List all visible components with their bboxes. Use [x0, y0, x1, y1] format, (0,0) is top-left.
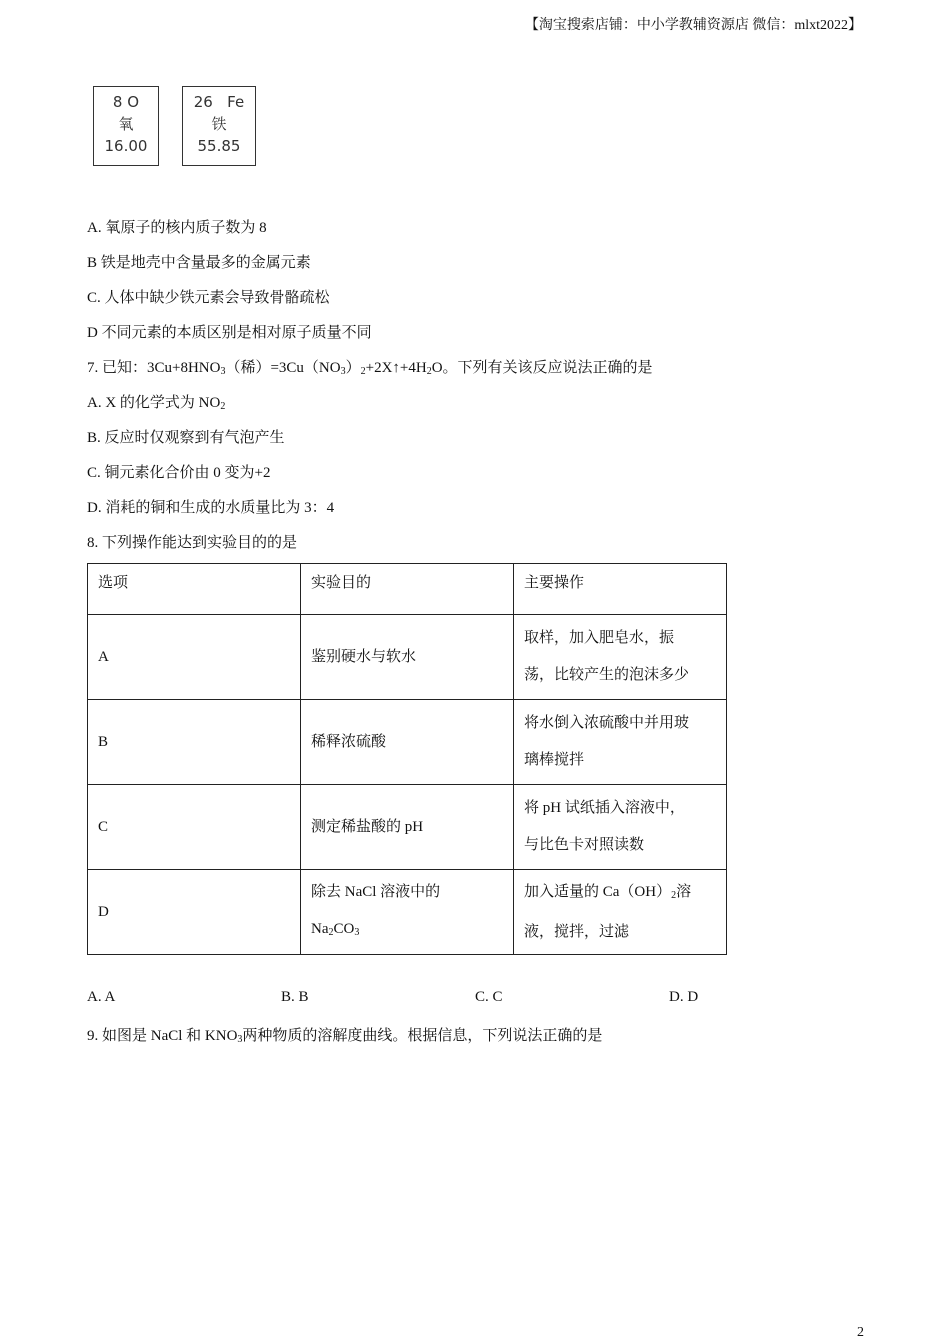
element-mass: 55.85 — [197, 137, 241, 155]
element-number-symbol — [94, 91, 158, 113]
q9-stem-part: 9. 如图是 NaCl 和 KNO — [87, 1028, 238, 1044]
cell-option: A — [88, 615, 301, 700]
q7-option-a — [87, 391, 225, 412]
q7-stem-part: O。下列有关该反应说法正确的是 — [431, 360, 653, 376]
header-purpose: 实验目的 — [301, 564, 514, 615]
element-symbol: Fe — [227, 93, 245, 111]
q7-stem-part: +2X↑+4H — [365, 360, 427, 376]
element-number: 26 — [193, 93, 213, 111]
subscript: 3 — [340, 366, 346, 377]
subscript: 2 — [671, 889, 677, 901]
operation-line: 与比色卡对照读数 — [524, 837, 645, 853]
subscript: 3 — [354, 926, 360, 938]
subscript: 2 — [220, 401, 226, 412]
q6-option-c: C. 人体中缺少铁元素会导致骨骼疏松 — [87, 290, 330, 306]
cell-operation — [514, 700, 727, 785]
header-operation: 主要操作 — [514, 564, 727, 615]
cell-option: C — [88, 785, 301, 870]
q7-option-a-text: A. X 的化学式为 NO — [87, 395, 221, 411]
q7-option-b: B. 反应时仅观察到有气泡产生 — [87, 430, 285, 446]
purpose-line: Na — [311, 920, 329, 937]
q8-answer-c: C. C — [475, 989, 503, 1005]
table-row — [88, 870, 727, 955]
q6-option-d: D 不同元素的本质区别是相对原子质量不同 — [87, 325, 372, 341]
cell-operation — [514, 615, 727, 700]
element-card-iron — [182, 86, 256, 166]
cell-operation — [514, 785, 727, 870]
q7-stem-part: ） — [345, 360, 361, 376]
element-symbol: O — [127, 93, 140, 111]
subscript: 2 — [360, 366, 366, 377]
operation-line: 将水倒入浓硫酸中并用玻 — [524, 715, 690, 731]
operation-line: 荡，比较产生的泡沫多少 — [524, 667, 690, 683]
page-number: 2 — [857, 1325, 864, 1340]
q7-stem-part: （稀）=3Cu（NO — [225, 360, 341, 376]
q6-option-a: A. 氧原子的核内质子数为 8 — [87, 220, 267, 236]
subscript: 2 — [426, 366, 432, 377]
cell-purpose: 测定稀盐酸的 pH — [301, 785, 514, 870]
table-row — [88, 615, 727, 700]
q7-stem — [87, 356, 653, 377]
q8-answer-b: B. B — [281, 989, 309, 1005]
q7-option-c: C. 铜元素化合价由 0 变为+2 — [87, 465, 271, 481]
q8-answer-a: A. A — [87, 989, 116, 1005]
subscript: 3 — [237, 1034, 243, 1045]
cell-purpose: 稀释浓硫酸 — [301, 700, 514, 785]
experiment-table — [87, 563, 727, 955]
operation-line: 液，搅拌，过滤 — [524, 923, 630, 940]
cell-option: B — [88, 700, 301, 785]
cell-operation — [514, 870, 727, 955]
element-card-oxygen — [93, 86, 159, 166]
purpose-line: 除去 NaCl 溶液中的 — [311, 883, 441, 900]
operation-line: 璃棒搅拌 — [524, 752, 585, 768]
element-number-symbol — [183, 91, 255, 113]
element-name: 氧 — [118, 115, 134, 133]
table-row — [88, 785, 727, 870]
table-header-row — [88, 564, 727, 615]
element-mass: 16.00 — [104, 137, 148, 155]
q6-option-b: B 铁是地壳中含量最多的金属元素 — [87, 255, 311, 271]
q9-stem-part: 两种物质的溶解度曲线。根据信息，下列说法正确的是 — [242, 1028, 603, 1044]
subscript: 2 — [328, 926, 334, 938]
table-row — [88, 700, 727, 785]
q7-option-d: D. 消耗的铜和生成的水质量比为 3：4 — [87, 500, 335, 516]
q7-stem-part: 7. 已知：3Cu+8HNO — [87, 360, 221, 376]
operation-line: 加入适量的 Ca（OH） — [524, 883, 672, 900]
header-option: 选项 — [88, 564, 301, 615]
cell-option: D — [88, 870, 301, 955]
q9-stem — [87, 1024, 602, 1045]
cell-purpose: 鉴别硬水与软水 — [301, 615, 514, 700]
operation-line: 取样，加入肥皂水，振 — [524, 630, 675, 646]
element-number: 8 — [112, 93, 123, 111]
page-header: 【淘宝搜索店铺：中小学教辅资源店 微信：mlxt2022】 — [524, 18, 862, 33]
operation-line: 溶 — [676, 883, 692, 900]
subscript: 3 — [220, 366, 226, 377]
q8-answer-d: D. D — [669, 989, 699, 1005]
element-name: 铁 — [211, 115, 227, 133]
purpose-line: CO — [333, 920, 355, 937]
q8-stem: 8. 下列操作能达到实验目的的是 — [87, 535, 298, 551]
operation-line: 将 pH 试纸插入溶液中， — [524, 800, 685, 816]
cell-purpose — [301, 870, 514, 955]
